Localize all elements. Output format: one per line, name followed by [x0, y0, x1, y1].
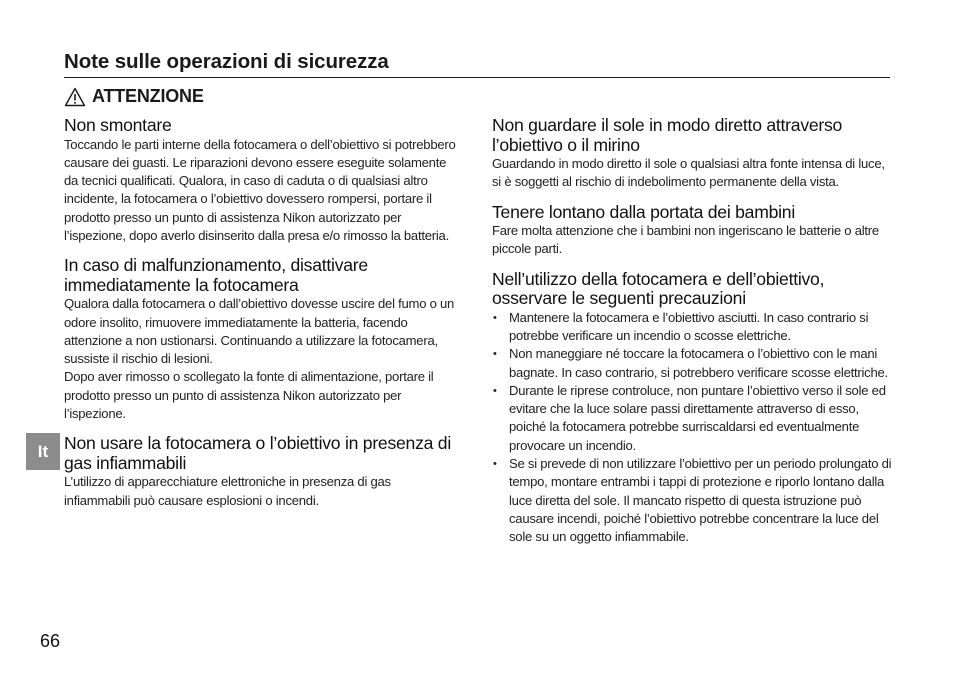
section-precauzioni	[492, 270, 892, 547]
section-heading: Tenere lontano dalla portata dei bambini	[492, 201, 795, 222]
section-gas-infiammabili	[64, 434, 459, 510]
left-column	[64, 116, 459, 521]
page-title: Note sulle operazioni di sicurezza	[64, 50, 389, 73]
section-bambini	[492, 203, 892, 259]
bullet-icon: •	[493, 311, 497, 324]
warning-header	[64, 86, 204, 107]
section-heading: Non usare la fotocamera o l’obiettivo in presenza di gas infiammabili	[64, 433, 451, 473]
list-item	[492, 309, 892, 346]
section-heading: In caso di malfunzionamento, disattivare immediatamente la fotocamera	[64, 255, 368, 295]
warning-label: ATTENZIONE	[92, 86, 204, 106]
bullet-icon: •	[493, 348, 497, 361]
right-column	[492, 116, 892, 558]
section-heading: Non smontare	[64, 115, 172, 135]
bullet-icon: •	[493, 384, 497, 397]
section-heading: Non guardare il sole in modo diretto attraverso l’obiettivo o il mirino	[492, 115, 843, 155]
section-malfunzionamento	[64, 256, 459, 423]
list-item-text: Non maneggiare né toccare la fotocamera o l’obiettivo con le mani bagnate. In caso contrario, si potrebbero verificare scosse elettriche.	[509, 346, 888, 380]
language-tab: It	[26, 433, 60, 470]
section-body: L’utilizzo di apparecchiature elettroniche in presenza di gas infiammabili può causare esplosioni o incendi.	[64, 474, 391, 508]
section-body: Fare molta attenzione che i bambini non ingeriscano le batterie o altre piccole parti.	[492, 223, 879, 257]
list-item	[492, 455, 892, 546]
list-item	[492, 382, 892, 455]
list-item-text: Durante le riprese controluce, non puntare l’obiettivo verso il sole ed evitare che la luce solare passi direttamente attraverso di esso, poiché la fotocamera potrebbe surriscaldarsi ed eventualmente provocare un incendio.	[509, 382, 886, 453]
section-non-smontare	[64, 116, 459, 245]
section-body-continued: Dopo aver rimosso o scollegato la fonte di alimentazione, portare il prodotto presso un punto di assistenza Nikon autorizzato per l’ispezione.	[64, 369, 434, 422]
bullet-icon: •	[493, 458, 497, 471]
title-divider	[64, 77, 890, 78]
warning-triangle-icon	[64, 87, 86, 107]
list-item	[492, 345, 892, 382]
section-sole	[492, 116, 892, 192]
page-number: 66	[40, 631, 61, 651]
list-item-text: Mantenere la fotocamera e l’obiettivo asciutti. In caso contrario si potrebbe verificare un incendio o scosse elettriche.	[509, 309, 869, 343]
section-heading: Nell’utilizzo della fotocamera e dell’obiettivo, osservare le seguenti precauzioni	[492, 268, 825, 309]
section-body: Toccando le parti interne della fotocamera o dell’obiettivo si potrebbero causare dei guasti. Le riparazioni devono essere eseguite solamente da tecnici qualificati. Qualora, in caso di caduta o di qualsiasi altro incidente, la fotocamera o l’obiettivo dovessero rompersi, portare il prodotto presso un punto di assistenza Nikon autorizzato per l’ispezione, dopo averlo disinserito dalla presa e/o rimosso la batteria.	[64, 136, 456, 243]
precautions-list	[492, 309, 892, 547]
section-body: Guardando in modo diretto il sole o qualsiasi altra fonte intensa di luce, si è soggetti al rischio di indebolimento permanente della vista.	[492, 156, 885, 190]
list-item-text: Se si prevede di non utilizzare l’obiettivo per un periodo prolungato di tempo, montare entrambi i tappi di protezione e riporlo lontano dalla luce diretta del sole. Il mancato rispetto di questa istruzione può causare incendi, poiché l’obiettivo potrebbe concentrare la luce del sole su un oggetto infiammabile.	[509, 456, 892, 545]
section-body: Qualora dalla fotocamera o dall’obiettivo dovesse uscire del fumo o un odore insolito, rimuovere immediatamente la batteria, facendo attenzione a non ustionarsi. Continuando a utilizzare la fotocamera, sussiste il rischio di lesioni.	[64, 296, 455, 367]
